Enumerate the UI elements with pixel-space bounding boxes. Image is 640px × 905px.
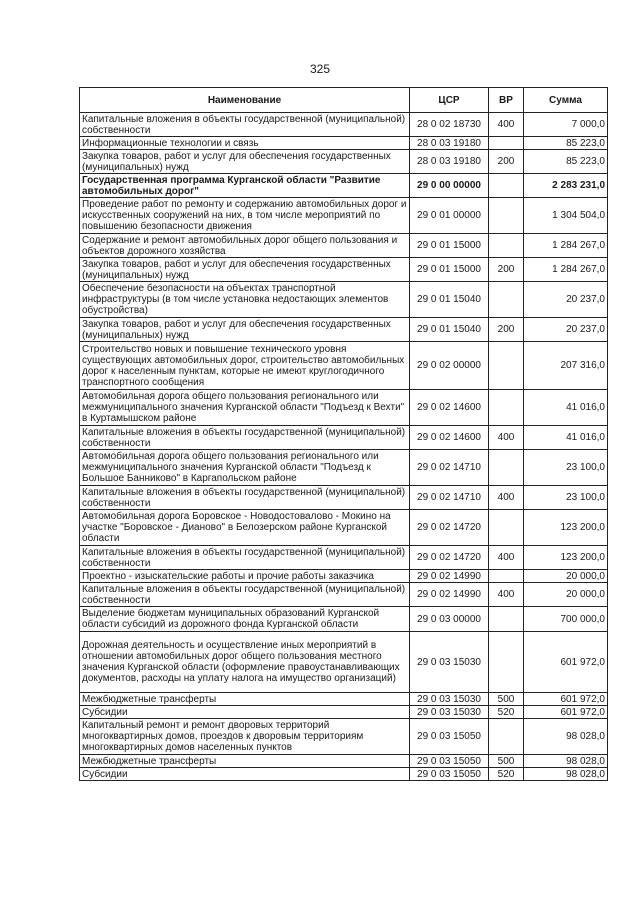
row-vr: 500 (489, 755, 524, 768)
row-name: Капитальный ремонт и ремонт дворовых территорий многоквартирных домов, проездов к дворовым территориям многоквартирных домов населенных пунктов (80, 719, 410, 755)
row-name: Проведение работ по ремонту и содержанию автомобильных дорог и искусственных сооружений на них, в том числе мероприятий по повышению безопасности движения (80, 198, 410, 234)
row-csr: 29 0 02 14600 (410, 390, 489, 426)
row-name: Субсидии (80, 706, 410, 719)
row-sum: 601 972,0 (524, 706, 608, 719)
table-row (80, 174, 608, 198)
row-vr (489, 390, 524, 426)
table-row (80, 632, 608, 693)
row-sum: 123 200,0 (524, 546, 608, 570)
row-sum: 1 284 267,0 (524, 258, 608, 282)
row-csr: 29 0 02 14720 (410, 546, 489, 570)
row-csr: 29 0 03 15050 (410, 755, 489, 768)
table-row (80, 342, 608, 390)
table-row (80, 198, 608, 234)
row-name: Обеспечение безопасности на объектах транспортной инфраструктуры (в том числе установка недостающих элементов обустройства) (80, 282, 410, 318)
table-row (80, 234, 608, 258)
row-vr: 400 (489, 426, 524, 450)
row-sum: 20 000,0 (524, 583, 608, 607)
row-csr: 29 0 03 15030 (410, 693, 489, 706)
table-row (80, 693, 608, 706)
row-vr: 500 (489, 693, 524, 706)
row-vr (489, 607, 524, 632)
row-csr: 29 0 02 14710 (410, 486, 489, 510)
row-vr (489, 719, 524, 755)
row-name: Межбюджетные трансферты (80, 693, 410, 706)
table-row (80, 318, 608, 342)
row-sum: 20 237,0 (524, 282, 608, 318)
page-number: 325 (309, 62, 331, 76)
row-sum: 700 000,0 (524, 607, 608, 632)
row-name: Капитальные вложения в объекты государственной (муниципальной) собственности (80, 486, 410, 510)
row-vr (489, 632, 524, 693)
row-sum: 85 223,0 (524, 150, 608, 174)
row-name: Проектно - изыскательские работы и прочие работы заказчика (80, 570, 410, 583)
header-csr: ЦСР (410, 88, 489, 113)
row-name: Субсидии (80, 768, 410, 781)
row-name: Закупка товаров, работ и услуг для обеспечения государственных (муниципальных) нужд (80, 318, 410, 342)
row-name: Содержание и ремонт автомобильных дорог общего пользования и объектов дорожного хозяйства (80, 234, 410, 258)
row-vr: 520 (489, 768, 524, 781)
row-vr (489, 450, 524, 486)
row-csr: 29 0 01 15040 (410, 318, 489, 342)
row-sum: 23 100,0 (524, 486, 608, 510)
row-vr: 520 (489, 706, 524, 719)
row-sum: 98 028,0 (524, 719, 608, 755)
table-row (80, 113, 608, 137)
table-row (80, 258, 608, 282)
row-sum: 123 200,0 (524, 510, 608, 546)
row-csr: 28 0 03 19180 (410, 137, 489, 150)
row-name: Капитальные вложения в объекты государственной (муниципальной) собственности (80, 583, 410, 607)
row-sum: 41 016,0 (524, 390, 608, 426)
table-row (80, 426, 608, 450)
row-name: Капитальные вложения в объекты государственной (муниципальной) собственности (80, 426, 410, 450)
row-sum: 1 284 267,0 (524, 234, 608, 258)
table-row (80, 390, 608, 426)
row-name: Автомобильная дорога Боровское - Новодостовалово - Мокино на участке "Боровское - Диановo" в Белозерском районе Курганской области (80, 510, 410, 546)
row-sum: 2 283 231,0 (524, 174, 608, 198)
row-vr (489, 234, 524, 258)
row-csr: 29 0 01 15000 (410, 234, 489, 258)
row-csr: 29 0 02 00000 (410, 342, 489, 390)
row-name: Межбюджетные трансферты (80, 755, 410, 768)
row-vr: 200 (489, 318, 524, 342)
row-sum: 601 972,0 (524, 693, 608, 706)
row-csr: 29 0 00 00000 (410, 174, 489, 198)
row-sum: 23 100,0 (524, 450, 608, 486)
row-vr (489, 342, 524, 390)
row-vr: 400 (489, 546, 524, 570)
row-sum: 98 028,0 (524, 755, 608, 768)
row-csr: 29 0 02 14710 (410, 450, 489, 486)
row-csr: 29 0 01 15000 (410, 258, 489, 282)
row-name: Капитальные вложения в объекты государственной (муниципальной) собственности (80, 113, 410, 137)
row-vr (489, 174, 524, 198)
row-vr (489, 282, 524, 318)
row-vr: 200 (489, 150, 524, 174)
table-row (80, 282, 608, 318)
table-row (80, 546, 608, 570)
row-vr: 400 (489, 113, 524, 137)
header-name: Наименование (80, 88, 410, 113)
row-csr: 29 0 03 15050 (410, 768, 489, 781)
row-name: Выделение бюджетам муниципальных образований Курганской области субсидий из дорожного фонда Курганской области (80, 607, 410, 632)
row-vr: 400 (489, 486, 524, 510)
row-csr: 29 0 02 14600 (410, 426, 489, 450)
budget-table (79, 87, 608, 781)
row-name: Дорожная деятельность и осуществление иных мероприятий в отношении автомобильных дорог общего пользования местного значения Курганской области (оформление правоустанавливающих документов, расходы на уплату налога на имущество организаций) (80, 632, 410, 693)
row-csr: 29 0 03 15030 (410, 706, 489, 719)
header-sum: Сумма (524, 88, 608, 113)
row-name: Закупка товаров, работ и услуг для обеспечения государственных (муниципальных) нужд (80, 258, 410, 282)
table-row (80, 150, 608, 174)
row-sum: 20 000,0 (524, 570, 608, 583)
row-sum: 207 316,0 (524, 342, 608, 390)
row-vr: 400 (489, 583, 524, 607)
row-csr: 28 0 02 18730 (410, 113, 489, 137)
row-csr: 29 0 02 14720 (410, 510, 489, 546)
row-vr (489, 198, 524, 234)
header-vr: ВР (489, 88, 524, 113)
row-name: Строительство новых и повышение технического уровня существующих автомобильных дорог, строительство автомобильных дорог к населенным пунктам, которые не имеют круглогодичного транспортного сообщения (80, 342, 410, 390)
row-sum: 20 237,0 (524, 318, 608, 342)
row-vr (489, 137, 524, 150)
table-row (80, 486, 608, 510)
table-row (80, 607, 608, 632)
row-sum: 7 000,0 (524, 113, 608, 137)
row-csr: 28 0 03 19180 (410, 150, 489, 174)
table-row (80, 137, 608, 150)
row-csr: 29 0 01 00000 (410, 198, 489, 234)
table-row (80, 755, 608, 768)
table-row (80, 450, 608, 486)
table-header-row (80, 88, 608, 113)
row-name: Автомобильная дорога общего пользования регионального или межмуниципального значения Курганской области "Подъезд к Большое Банниково" в Каргапольском районе (80, 450, 410, 486)
row-sum: 601 972,0 (524, 632, 608, 693)
table-row (80, 510, 608, 546)
row-csr: 29 0 03 15030 (410, 632, 489, 693)
row-csr: 29 0 03 00000 (410, 607, 489, 632)
row-sum: 41 016,0 (524, 426, 608, 450)
table-row (80, 706, 608, 719)
row-name: Государственная программа Курганской области "Развитие автомобильных дорог" (80, 174, 410, 198)
row-sum: 1 304 504,0 (524, 198, 608, 234)
row-vr (489, 510, 524, 546)
row-name: Автомобильная дорога общего пользования регионального или межмуниципального значения Курганской области "Подъезд к Вехти" в Куртамышском районе (80, 390, 410, 426)
row-csr: 29 0 01 15040 (410, 282, 489, 318)
row-vr (489, 570, 524, 583)
row-csr: 29 0 02 14990 (410, 570, 489, 583)
row-csr: 29 0 03 15050 (410, 719, 489, 755)
row-name: Капитальные вложения в объекты государственной (муниципальной) собственности (80, 546, 410, 570)
table-row (80, 583, 608, 607)
row-name: Информационные технологии и связь (80, 137, 410, 150)
row-csr: 29 0 02 14990 (410, 583, 489, 607)
row-name: Закупка товаров, работ и услуг для обеспечения государственных (муниципальных) нужд (80, 150, 410, 174)
table-row (80, 768, 608, 781)
row-sum: 85 223,0 (524, 137, 608, 150)
table-row (80, 719, 608, 755)
row-vr: 200 (489, 258, 524, 282)
table-row (80, 570, 608, 583)
row-sum: 98 028,0 (524, 768, 608, 781)
